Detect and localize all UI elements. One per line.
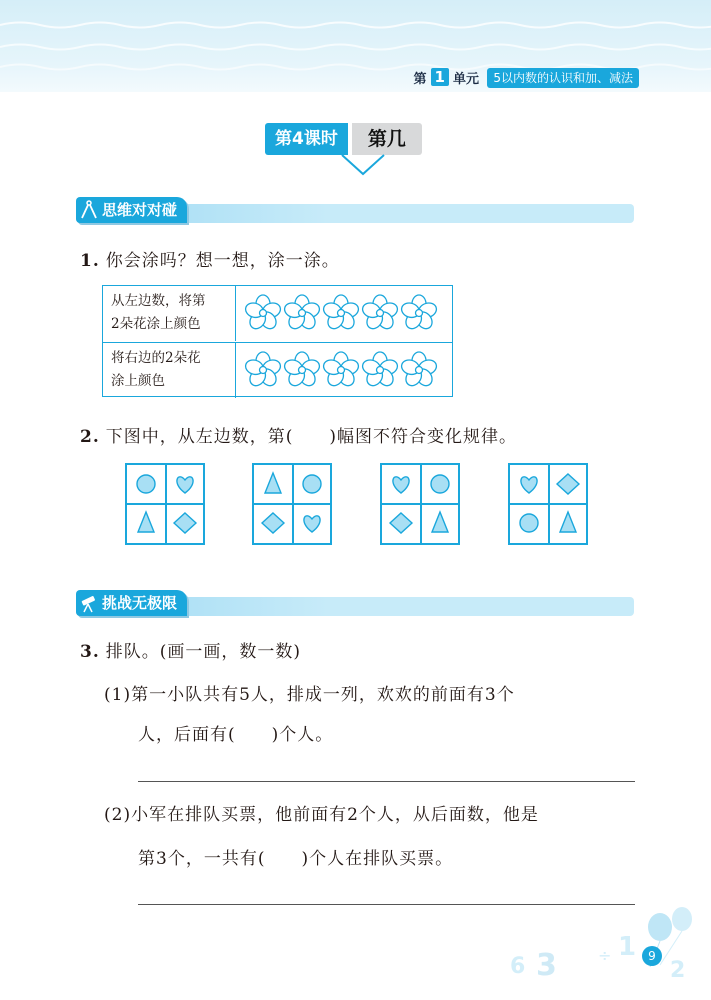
flower-row[interactable] <box>243 350 443 390</box>
question-3-part1-line1: (1)第一小队共有5人，排成一列，欢欢的前面有3个 <box>104 685 515 705</box>
table-row <box>103 286 452 341</box>
unit-number: 1 <box>431 68 449 86</box>
diamond-icon <box>262 513 284 533</box>
lesson-header <box>265 123 422 155</box>
circle-icon <box>303 475 321 493</box>
triangle-icon <box>432 512 448 532</box>
row-text-line: 涂上颜色 <box>111 373 165 389</box>
pattern-figure-4 <box>508 463 588 545</box>
question-3-part2-line1: (2)小军在排队买票，他前面有2个人，从后面数，他是 <box>104 805 539 825</box>
svg-text:2: 2 <box>670 958 686 983</box>
triangle-icon <box>560 512 576 532</box>
lesson-pointer <box>340 153 386 177</box>
question-1-text: 你会涂吗？想一想，涂一涂。 <box>105 251 340 271</box>
page-number: 9 <box>642 946 662 966</box>
lesson-tag: 第4课时 <box>265 123 348 155</box>
question-3-number: 3. <box>80 642 100 662</box>
question-3-text: 排队。(画一画，数一数) <box>105 642 302 662</box>
section-bar-challenge <box>76 594 634 616</box>
section-title-think: 思维对对碰 <box>102 201 178 219</box>
flower-icon[interactable] <box>322 295 361 332</box>
wave-decoration <box>0 20 711 30</box>
section-title-challenge: 挑战无极限 <box>102 594 178 612</box>
heart-icon <box>177 477 193 493</box>
row-text-line: 2朵花涂上颜色 <box>111 316 201 332</box>
pattern-figure-1 <box>125 463 205 545</box>
table-row <box>103 342 452 398</box>
question-1 <box>80 246 340 271</box>
section-label-think <box>76 197 187 223</box>
flower-table <box>102 285 453 397</box>
question-3-part2-line2: 第3个，一共有( )个人在排队买票。 <box>138 849 454 869</box>
heart-icon <box>393 477 409 493</box>
balloon-numbers-decoration <box>500 905 711 1000</box>
flower-icon[interactable] <box>283 352 322 389</box>
svg-text:÷: ÷ <box>598 946 612 965</box>
flower-icon[interactable] <box>400 295 439 332</box>
question-2-number: 2. <box>80 427 100 447</box>
lesson-title: 第几 <box>352 123 422 155</box>
unit-title: 5以内数的认识和加、减法 <box>487 68 639 88</box>
triangle-icon <box>138 512 154 532</box>
row-instruction <box>111 347 231 393</box>
compass-icon <box>79 200 99 220</box>
question-2-text: 下图中，从左边数，第( )幅图不符合变化规律。 <box>105 427 518 447</box>
row-instruction <box>111 290 231 336</box>
circle-icon <box>431 475 449 493</box>
wave-decoration <box>0 42 711 52</box>
diamond-icon <box>390 513 412 533</box>
telescope-icon <box>79 593 99 613</box>
row-text-line: 从左边数，将第 <box>111 293 206 309</box>
question-1-number: 1. <box>80 251 100 271</box>
circle-icon <box>137 475 155 493</box>
svg-text:3: 3 <box>536 948 557 983</box>
answer-line[interactable] <box>138 781 635 782</box>
flower-icon[interactable] <box>361 352 400 389</box>
svg-text:6: 6 <box>510 954 526 979</box>
section-bar-think <box>76 201 634 223</box>
row-text-line: 将右边的2朵花 <box>111 350 201 366</box>
diamond-icon <box>557 474 579 494</box>
question-2 <box>80 422 517 447</box>
question-3-part1-line2: 人，后面有( )个人。 <box>138 725 334 745</box>
flower-icon[interactable] <box>244 352 283 389</box>
heart-icon <box>304 516 320 532</box>
pattern-figure-3 <box>380 463 460 545</box>
diamond-icon <box>174 513 196 533</box>
column-divider <box>235 343 236 398</box>
triangle-icon <box>265 473 281 493</box>
unit-suffix: 单元 <box>452 71 479 87</box>
section-label-challenge <box>76 590 187 616</box>
flower-icon[interactable] <box>322 352 361 389</box>
question-3 <box>80 637 301 662</box>
unit-prefix: 第 <box>413 71 427 87</box>
flower-icon[interactable] <box>400 352 439 389</box>
column-divider <box>235 286 236 341</box>
flower-icon[interactable] <box>361 295 400 332</box>
flower-icon[interactable] <box>244 295 283 332</box>
unit-label <box>414 66 479 88</box>
svg-text:1: 1 <box>618 932 637 962</box>
circle-icon <box>520 514 538 532</box>
flower-icon[interactable] <box>283 295 322 332</box>
flower-row[interactable] <box>243 293 443 333</box>
pattern-figure-2 <box>252 463 332 545</box>
heart-icon <box>521 477 537 493</box>
